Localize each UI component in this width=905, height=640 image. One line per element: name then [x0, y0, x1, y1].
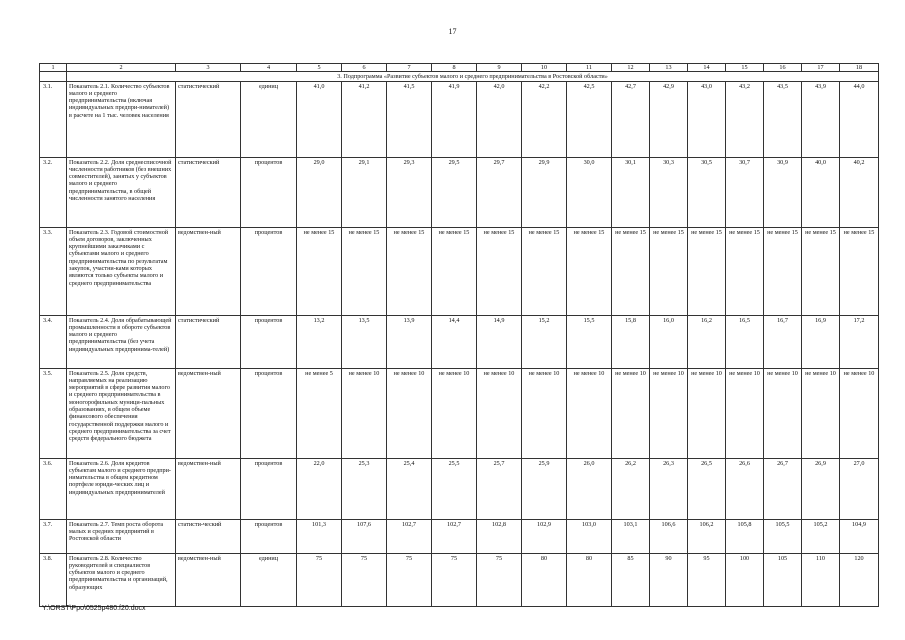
- value-cell: не менее 10: [688, 368, 726, 458]
- row-number: 3.1.: [40, 81, 67, 157]
- column-number: 15: [726, 64, 764, 72]
- value-cell: не менее 10: [567, 368, 612, 458]
- value-cell: 26,2: [612, 458, 650, 519]
- value-cell: 29,5: [432, 157, 477, 227]
- value-cell: 26,7: [764, 458, 802, 519]
- value-cell: не менее 10: [802, 368, 840, 458]
- value-cell: не менее 15: [432, 227, 477, 315]
- value-cell: 25,9: [522, 458, 567, 519]
- value-cell: не менее 10: [522, 368, 567, 458]
- indicator-unit: процентов: [241, 315, 297, 368]
- value-cell: 80: [522, 553, 567, 606]
- value-cell: не менее 15: [612, 227, 650, 315]
- column-number: 6: [342, 64, 387, 72]
- value-cell: 80: [567, 553, 612, 606]
- value-cell: не менее 15: [342, 227, 387, 315]
- value-cell: 42,2: [522, 81, 567, 157]
- value-cell: 15,8: [612, 315, 650, 368]
- value-cell: 105,5: [764, 519, 802, 553]
- value-cell: 75: [342, 553, 387, 606]
- indicator-type: статистический: [176, 157, 241, 227]
- value-cell: не менее 15: [297, 227, 342, 315]
- value-cell: 103,1: [612, 519, 650, 553]
- value-cell: 14,4: [432, 315, 477, 368]
- value-cell: 95: [688, 553, 726, 606]
- value-cell: 43,2: [726, 81, 764, 157]
- indicators-table: [39, 63, 879, 607]
- value-cell: не менее 10: [477, 368, 522, 458]
- column-number: 4: [241, 64, 297, 72]
- value-cell: 75: [387, 553, 432, 606]
- value-cell: 16,5: [726, 315, 764, 368]
- value-cell: 15,2: [522, 315, 567, 368]
- value-cell: 25,7: [477, 458, 522, 519]
- value-cell: 41,5: [387, 81, 432, 157]
- value-cell: 41,9: [432, 81, 477, 157]
- value-cell: не менее 15: [840, 227, 879, 315]
- indicator-unit: процентов: [241, 458, 297, 519]
- value-cell: не менее 15: [522, 227, 567, 315]
- value-cell: 13,2: [297, 315, 342, 368]
- indicator-unit: процентов: [241, 157, 297, 227]
- column-number: 1: [40, 64, 67, 72]
- value-cell: 41,0: [297, 81, 342, 157]
- value-cell: 26,9: [802, 458, 840, 519]
- value-cell: 102,7: [432, 519, 477, 553]
- table-row: [40, 368, 879, 458]
- row-number: 3.6.: [40, 458, 67, 519]
- footer-file-path: Y:\ORST\Ppo\0525p480.f20.docx: [42, 605, 146, 612]
- value-cell: 106,2: [688, 519, 726, 553]
- indicator-type: статистический: [176, 315, 241, 368]
- value-cell: 15,5: [567, 315, 612, 368]
- row-number: 3.2.: [40, 157, 67, 227]
- value-cell: не менее 15: [387, 227, 432, 315]
- indicator-unit: единиц: [241, 81, 297, 157]
- value-cell: 100: [726, 553, 764, 606]
- row-number: 3.7.: [40, 519, 67, 553]
- row-number: 3.8.: [40, 553, 67, 606]
- indicator-type: ведомствен-ный: [176, 368, 241, 458]
- value-cell: 25,3: [342, 458, 387, 519]
- value-cell: 43,5: [764, 81, 802, 157]
- value-cell: 30,1: [612, 157, 650, 227]
- value-cell: 30,7: [726, 157, 764, 227]
- value-cell: 44,0: [840, 81, 879, 157]
- value-cell: 43,9: [802, 81, 840, 157]
- column-number: 12: [612, 64, 650, 72]
- section-blank-cell: [40, 72, 67, 81]
- value-cell: не менее 5: [297, 368, 342, 458]
- row-number: 3.4.: [40, 315, 67, 368]
- value-cell: 13,5: [342, 315, 387, 368]
- indicator-unit: процентов: [241, 519, 297, 553]
- section-title: 3. Подпрограмма «Развитие субъектов малого и среднего предпринимательства в Ростовской области»: [67, 72, 879, 81]
- indicator-type: ведомствен-ный: [176, 553, 241, 606]
- value-cell: 105: [764, 553, 802, 606]
- table-row: [40, 157, 879, 227]
- value-cell: 107,6: [342, 519, 387, 553]
- value-cell: 75: [297, 553, 342, 606]
- column-number: 8: [432, 64, 477, 72]
- value-cell: не менее 10: [726, 368, 764, 458]
- column-number: 18: [840, 64, 879, 72]
- column-number: 2: [67, 64, 176, 72]
- column-number: 10: [522, 64, 567, 72]
- value-cell: 26,0: [567, 458, 612, 519]
- value-cell: 16,2: [688, 315, 726, 368]
- value-cell: 27,0: [840, 458, 879, 519]
- indicator-type: статистический: [176, 81, 241, 157]
- value-cell: 29,7: [477, 157, 522, 227]
- value-cell: 120: [840, 553, 879, 606]
- value-cell: 103,0: [567, 519, 612, 553]
- indicator-name: Показатель 2.4. Доля обрабатывающей промышленности в обороте субъектов малого и среднего предпринимательства (без учета индивидуальных предпринима-телей): [67, 315, 176, 368]
- value-cell: 110: [802, 553, 840, 606]
- value-cell: 16,9: [802, 315, 840, 368]
- value-cell: 42,5: [567, 81, 612, 157]
- value-cell: 13,9: [387, 315, 432, 368]
- value-cell: 105,8: [726, 519, 764, 553]
- row-number: 3.5.: [40, 368, 67, 458]
- value-cell: не менее 15: [688, 227, 726, 315]
- value-cell: 30,9: [764, 157, 802, 227]
- value-cell: 29,3: [387, 157, 432, 227]
- column-number: 14: [688, 64, 726, 72]
- value-cell: не менее 10: [840, 368, 879, 458]
- value-cell: 25,4: [387, 458, 432, 519]
- indicator-type: статисти-ческий: [176, 519, 241, 553]
- value-cell: 16,0: [650, 315, 688, 368]
- indicator-unit: процентов: [241, 368, 297, 458]
- value-cell: не менее 10: [612, 368, 650, 458]
- value-cell: 30,3: [650, 157, 688, 227]
- value-cell: 25,5: [432, 458, 477, 519]
- value-cell: 106,6: [650, 519, 688, 553]
- value-cell: 42,7: [612, 81, 650, 157]
- indicator-name: Показатель 2.2. Доля среднесписочной численности работников (без внешних совместителей), занятых у субъектов малого и среднего предпринимательства, в общей численности занятого населения: [67, 157, 176, 227]
- table-row: [40, 519, 879, 553]
- value-cell: не менее 15: [477, 227, 522, 315]
- row-number: 3.3.: [40, 227, 67, 315]
- indicator-unit: процентов: [241, 227, 297, 315]
- value-cell: 102,8: [477, 519, 522, 553]
- value-cell: 101,3: [297, 519, 342, 553]
- value-cell: 104,9: [840, 519, 879, 553]
- value-cell: не менее 15: [802, 227, 840, 315]
- indicator-name: Показатель 2.3. Годовой стоимостной объем договоров, заключенных крупнейшими заказчиками с субъектами малого и среднего предпринимательства по результатам закупок, участни-ками которых являются только субъекты малого и среднего предпринимательства: [67, 227, 176, 315]
- page-number: 17: [448, 27, 457, 36]
- value-cell: 16,7: [764, 315, 802, 368]
- indicator-type: ведомствен-ный: [176, 458, 241, 519]
- indicator-name: Показатель 2.8. Количество руководителей и специалистов субъектов малого и среднего предпринимательства и организаций, образующих: [67, 553, 176, 606]
- indicator-unit: единиц: [241, 553, 297, 606]
- value-cell: 30,5: [688, 157, 726, 227]
- value-cell: 30,0: [567, 157, 612, 227]
- value-cell: 40,2: [840, 157, 879, 227]
- table-row: [40, 553, 879, 606]
- indicator-name: Показатель 2.5. Доля средств, направляемых на реализацию мероприятий в сфере развития малого и среднего предпринимательства в моногорофильных муници-пальных образованиях, в общем объеме финансового обеспечения государственной поддержки малого и среднего предпринимательства за счет средств федерального бюджета: [67, 368, 176, 458]
- indicator-name: Показатель 2.6. Доля кредитов субъектам малого и среднего предпри-нимательства в общем кредитном портфеле юриди-ческих лиц и индивидуальных предпринимателей: [67, 458, 176, 519]
- value-cell: 41,2: [342, 81, 387, 157]
- column-number: 17: [802, 64, 840, 72]
- indicator-name: Показатель 2.1. Количество субъектов малого и среднего предпринимательства (включая индивидуальных предпри-нимателей) в расчете на 1 тыс. человек населения: [67, 81, 176, 157]
- value-cell: 29,0: [297, 157, 342, 227]
- value-cell: не менее 10: [764, 368, 802, 458]
- value-cell: 26,5: [688, 458, 726, 519]
- value-cell: 42,0: [477, 81, 522, 157]
- column-number-row: [40, 64, 879, 72]
- value-cell: 26,3: [650, 458, 688, 519]
- table-row: [40, 81, 879, 157]
- column-number: 9: [477, 64, 522, 72]
- value-cell: 26,6: [726, 458, 764, 519]
- column-number: 5: [297, 64, 342, 72]
- value-cell: 29,9: [522, 157, 567, 227]
- value-cell: не менее 15: [726, 227, 764, 315]
- value-cell: не менее 10: [342, 368, 387, 458]
- indicator-type: ведомствен-ный: [176, 227, 241, 315]
- table-row: [40, 227, 879, 315]
- value-cell: не менее 10: [650, 368, 688, 458]
- value-cell: не менее 15: [650, 227, 688, 315]
- value-cell: 42,9: [650, 81, 688, 157]
- column-number: 7: [387, 64, 432, 72]
- column-number: 3: [176, 64, 241, 72]
- value-cell: 105,2: [802, 519, 840, 553]
- value-cell: не менее 15: [764, 227, 802, 315]
- value-cell: 102,7: [387, 519, 432, 553]
- table-row: [40, 458, 879, 519]
- value-cell: 14,9: [477, 315, 522, 368]
- value-cell: 17,2: [840, 315, 879, 368]
- value-cell: 85: [612, 553, 650, 606]
- table-row: [40, 315, 879, 368]
- value-cell: не менее 10: [432, 368, 477, 458]
- value-cell: 75: [477, 553, 522, 606]
- value-cell: 102,9: [522, 519, 567, 553]
- column-number: 13: [650, 64, 688, 72]
- value-cell: 43,0: [688, 81, 726, 157]
- value-cell: 90: [650, 553, 688, 606]
- column-number: 11: [567, 64, 612, 72]
- section-row: [40, 72, 879, 81]
- value-cell: 40,0: [802, 157, 840, 227]
- value-cell: 75: [432, 553, 477, 606]
- value-cell: 22,0: [297, 458, 342, 519]
- value-cell: не менее 15: [567, 227, 612, 315]
- value-cell: не менее 10: [387, 368, 432, 458]
- indicator-name: Показатель 2.7. Темп роста оборота малых и средних предприятий в Ростовской области: [67, 519, 176, 553]
- column-number: 16: [764, 64, 802, 72]
- value-cell: 29,1: [342, 157, 387, 227]
